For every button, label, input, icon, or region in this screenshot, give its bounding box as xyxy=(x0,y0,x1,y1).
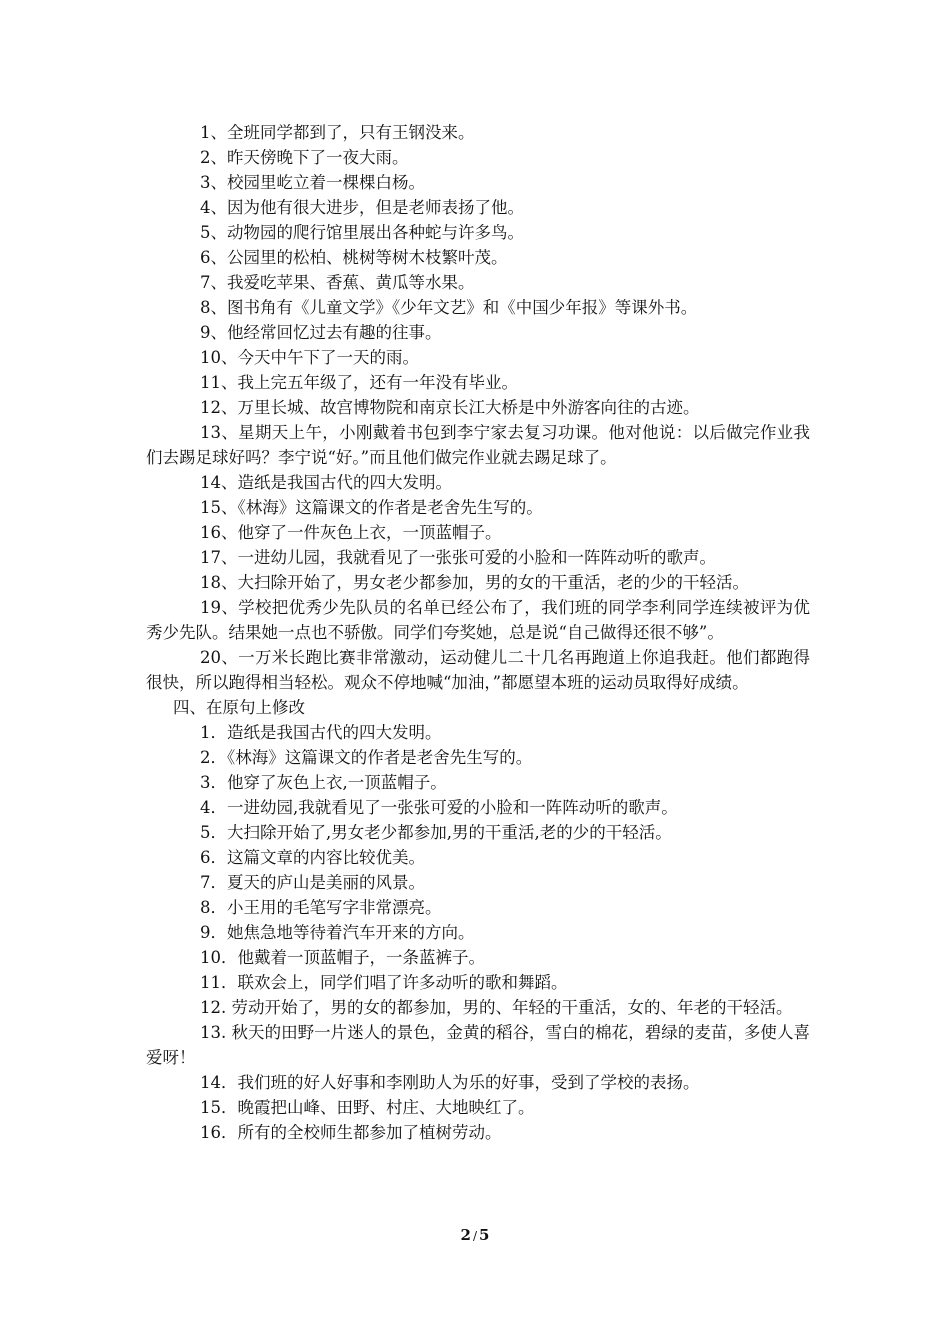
list-item: 2、昨天傍晚下了一夜大雨。 xyxy=(200,148,409,167)
list-item: 14．我们班的好人好事和李刚助人为乐的好事，受到了学校的表扬。 xyxy=(200,1073,700,1092)
list-item: 7．夏天的庐山是美丽的风景。 xyxy=(200,873,425,892)
list-item: 6．这篇文章的内容比较优美。 xyxy=(200,848,425,867)
list-item: 9．她焦急地等待着汽车开来的方向。 xyxy=(200,923,475,942)
list-item: 14、造纸是我国古代的四大发明。 xyxy=(200,473,452,492)
list-item: 16、他穿了一件灰色上衣，一顶蓝帽子。 xyxy=(200,523,502,542)
list-item: 12、万里长城、故宫博物院和南京长江大桥是中外游客向往的古迹。 xyxy=(200,398,700,417)
list-item: 13、星期天上午，小刚戴着书包到李宁家去复习功课。他对他说：以后做完作业我们去踢足球好吗？李宁说“好。”而且他们做完作业就去踢足球了。 xyxy=(146,423,810,467)
list-item: 3．他穿了灰色上衣,一顶蓝帽子。 xyxy=(200,773,447,792)
list-item: 2．《林海》这篇课文的作者是老舍先生写的。 xyxy=(200,748,533,767)
list-item: 1、全班同学都到了，只有王钢没来。 xyxy=(200,123,475,142)
list-item: 10、今天中午下了一天的雨。 xyxy=(200,348,419,367)
list-item: 3、校园里屹立着一棵棵白杨。 xyxy=(200,173,425,192)
list-item: 10．他戴着一顶蓝帽子，一条蓝裤子。 xyxy=(200,948,485,967)
list-item: 9、他经常回忆过去有趣的往事。 xyxy=(200,323,442,342)
section-heading: 四、在原句上修改 xyxy=(173,698,305,717)
document-body xyxy=(146,120,810,1145)
list-item: 6、公园里的松柏、桃树等树木枝繁叶茂。 xyxy=(200,248,508,267)
list-item: 16．所有的全校师生都参加了植树劳动。 xyxy=(200,1123,502,1142)
list-item: 11、我上完五年级了，还有一年没有毕业。 xyxy=(200,373,518,392)
list-item: 19、学校把优秀少先队员的名单已经公布了，我们班的同学李利同学连续被评为优秀少先队。结果她一点也不骄傲。同学们夸奖她，总是说“自己做得还很不够”。 xyxy=(146,598,810,642)
list-item: 17、一进幼儿园，我就看见了一张张可爱的小脸和一阵阵动听的歌声。 xyxy=(200,548,716,567)
list-item: 5、动物园的爬行馆里展出各种蛇与许多鸟。 xyxy=(200,223,524,242)
list-item: 20、一万米长跑比赛非常激动，运动健儿二十几名再跑道上你追我赶。他们都跑得很快，所以跑得相当轻松。观众不停地喊“加油，”都愿望本班的运动员取得好成绩。 xyxy=(146,648,810,692)
page-number xyxy=(0,1226,950,1244)
list-item: 7、我爱吃苹果、香蕉、黄瓜等水果。 xyxy=(200,273,475,292)
list-item: 18、大扫除开始了，男女老少都参加，男的女的干重活，老的少的干轻活。 xyxy=(200,573,749,592)
list-item: 15．晚霞把山峰、田野、村庄、大地映红了。 xyxy=(200,1098,535,1117)
list-item: 13. 秋天的田野一片迷人的景色，金黄的稻谷，雪白的棉花，碧绿的麦苗，多使人喜爱呀！ xyxy=(146,1023,810,1067)
list-item: 5．大扫除开始了,男女老少都参加,男的干重活,老的少的干轻活。 xyxy=(200,823,672,842)
list-item: 4、因为他有很大进步，但是老师表扬了他。 xyxy=(200,198,524,217)
total-pages: 5 xyxy=(479,1226,490,1244)
list-item: 8、图书角有《儿童文学》《少年文艺》和《中国少年报》等课外书。 xyxy=(200,298,698,317)
list-item: 12. 劳动开始了，男的女的都参加，男的、年轻的干重活，女的、年老的干轻活。 xyxy=(200,998,793,1017)
list-item: 11．联欢会上，同学们唱了许多动听的歌和舞蹈。 xyxy=(200,973,568,992)
list-item: 8．小王用的毛笔写字非常漂亮。 xyxy=(200,898,442,917)
current-page: 2 xyxy=(460,1226,471,1244)
list-item: 1．造纸是我国古代的四大发明。 xyxy=(200,723,442,742)
list-item: 15、《林海》这篇课文的作者是老舍先生写的。 xyxy=(200,498,543,517)
page-separator: / xyxy=(472,1229,478,1243)
list-item: 4．一进幼园,我就看见了一张张可爱的小脸和一阵阵动听的歌声。 xyxy=(200,798,678,817)
